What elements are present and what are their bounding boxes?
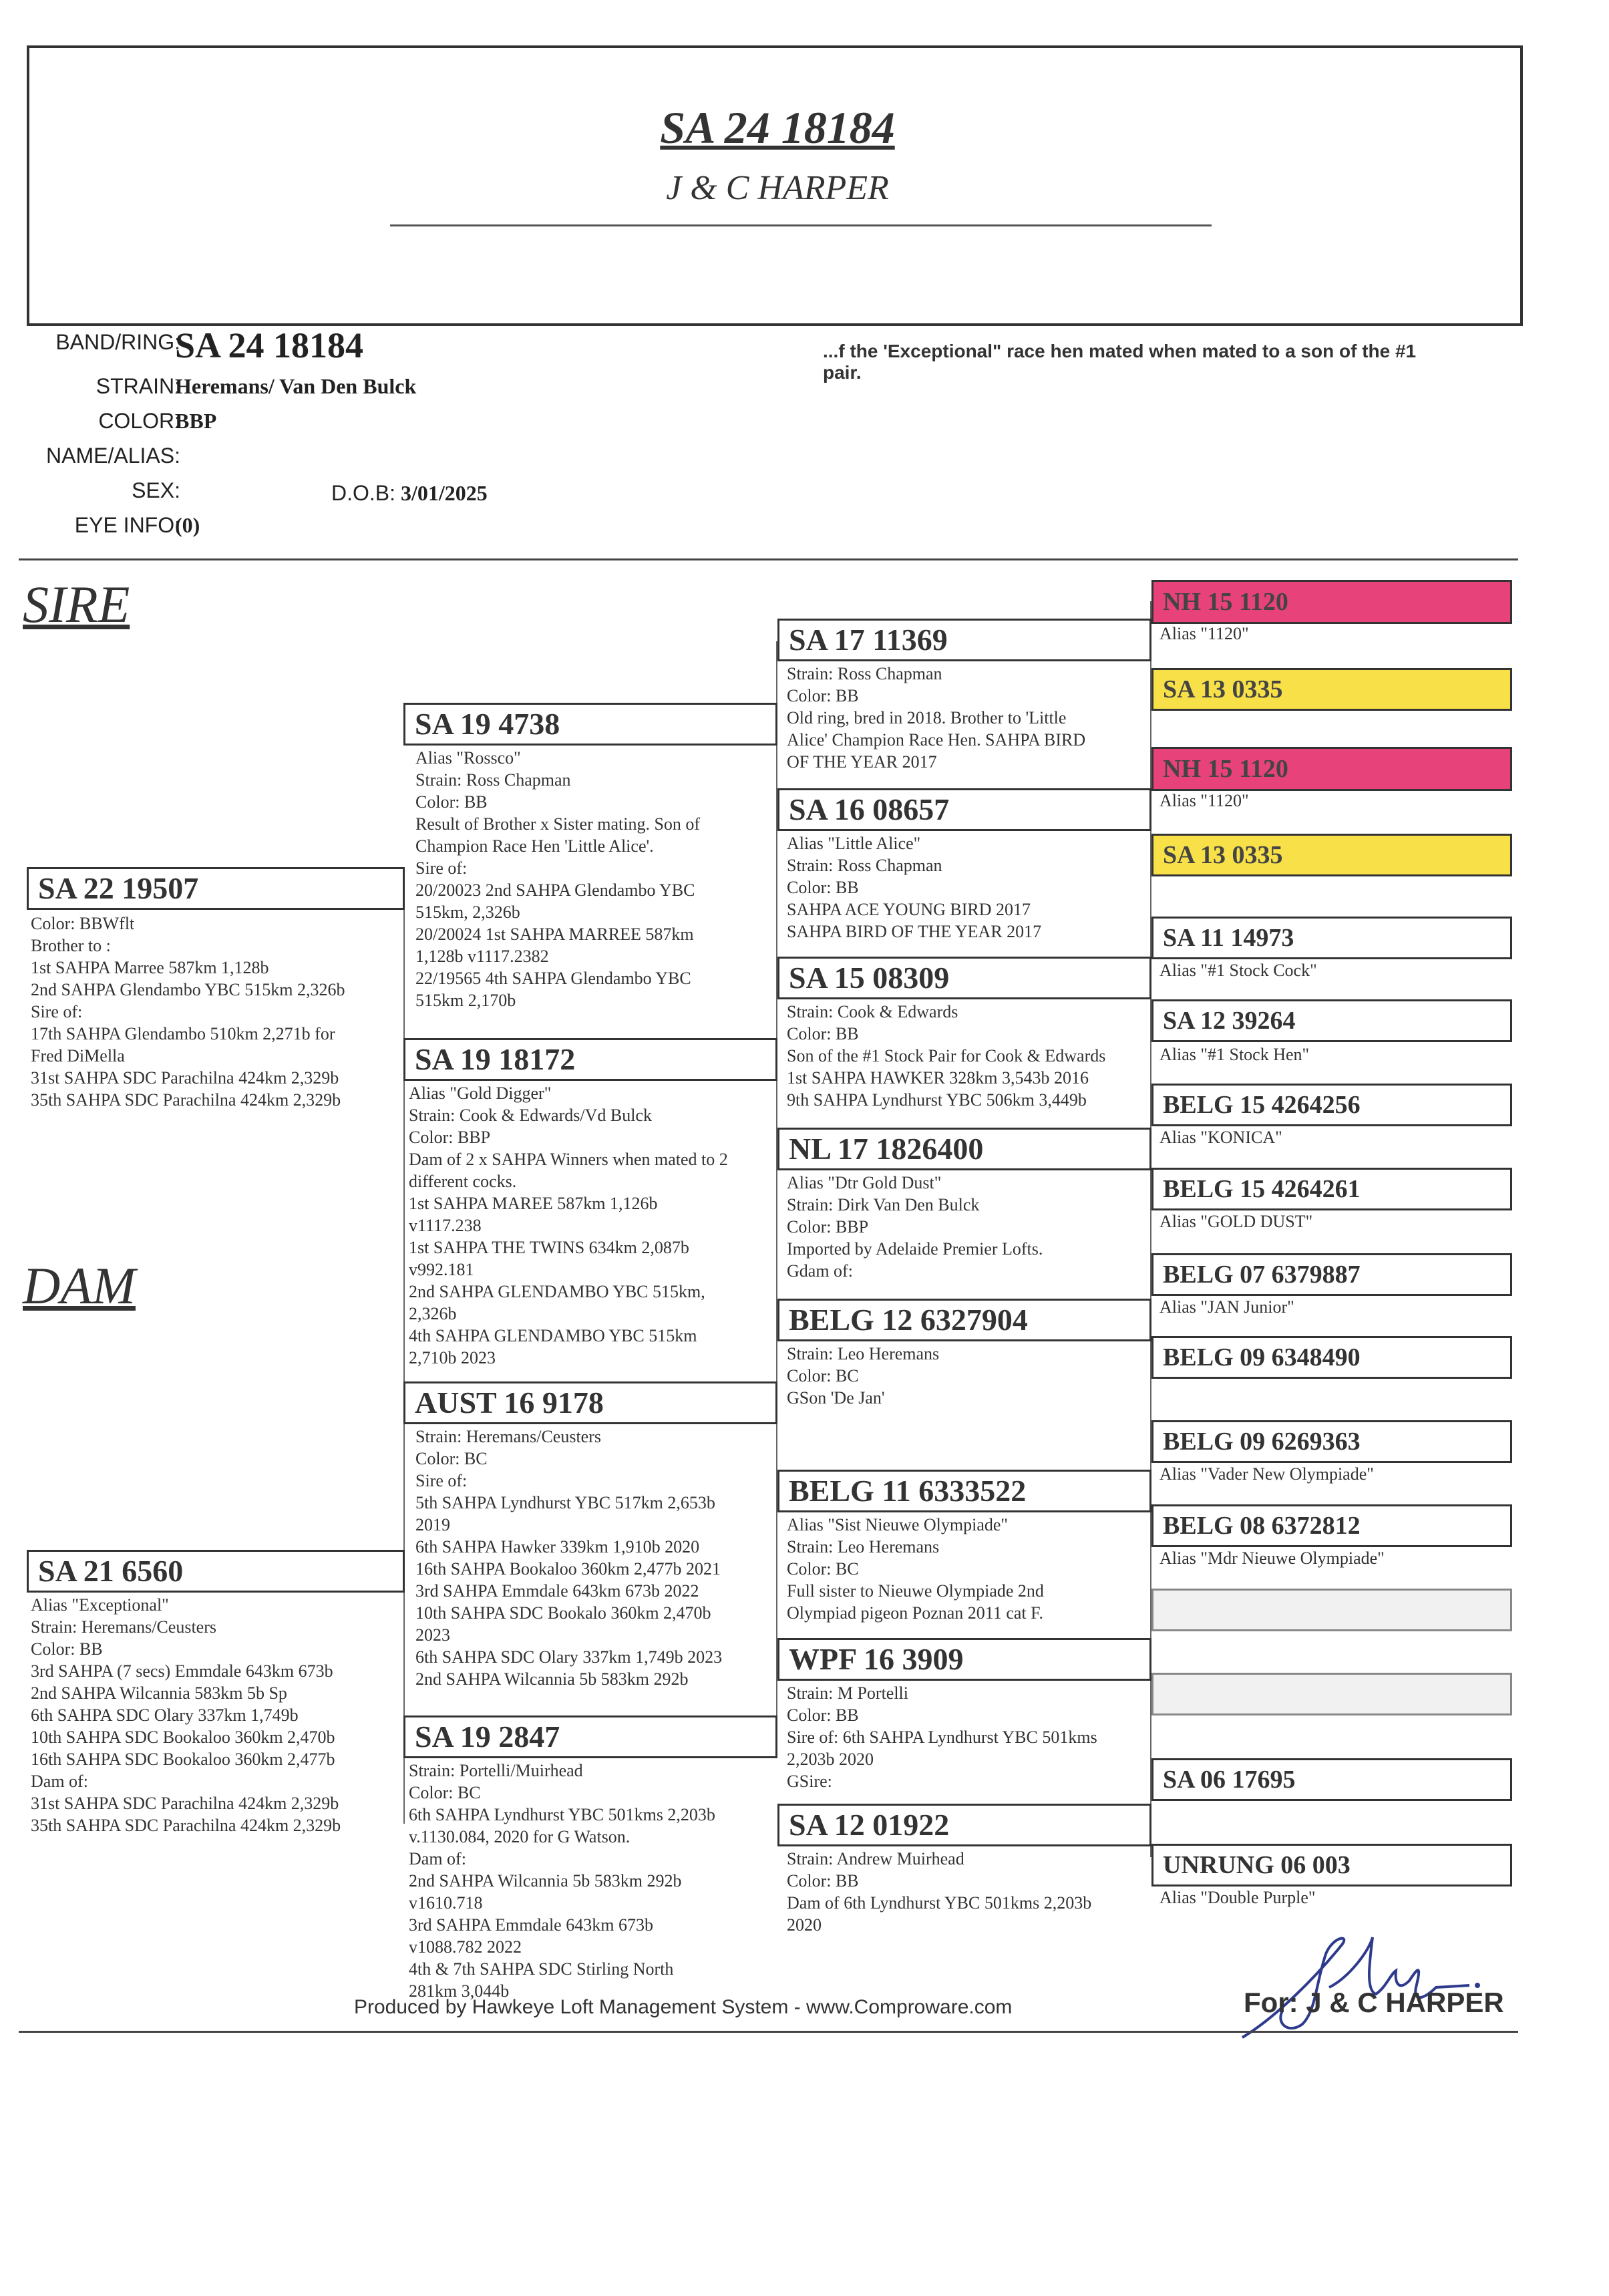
gen3-details-5 [787, 1343, 1150, 1409]
gen3-ring-number: SA 17 11369 [789, 623, 948, 657]
band-label: BAND/RING: [55, 330, 180, 354]
detail-line: 10th SAHPA SDC Bookaloo 360km 2,470b [31, 1728, 335, 1747]
detail-line: Color: BC [787, 1366, 859, 1385]
detail-line: Strain: Leo Heremans [787, 1537, 940, 1556]
gen4-box-8 [1151, 1168, 1512, 1210]
gen3-details-4 [787, 1172, 1150, 1282]
sex-label: SEX: [132, 478, 180, 502]
detail-line: Strain: Andrew Muirhead [787, 1849, 964, 1868]
detail-line: Color: BB [787, 1705, 859, 1725]
gen2-details-2 [409, 1082, 776, 1369]
detail-line: v992.181 [409, 1260, 474, 1279]
gen4-ring-number: SA 11 14973 [1163, 924, 1294, 952]
detail-line: 2,203b 2020 [787, 1750, 874, 1769]
gen4-box-12 [1151, 1504, 1512, 1547]
dam-ring-box [27, 1550, 405, 1593]
detail-line: Sire of: [415, 858, 468, 878]
detail-line: 35th SAHPA SDC Parachilna 424km 2,329b [31, 1816, 341, 1835]
sire-details [31, 913, 405, 1111]
detail-line: 1st SAHPA THE TWINS 634km 2,087b [409, 1238, 689, 1257]
detail-line: 2nd SAHPA Glendambo YBC 515km 2,326b [31, 980, 345, 999]
gen4-box-5 [1151, 917, 1512, 959]
info-separator [19, 558, 1518, 560]
gen4-box-13-empty [1151, 1589, 1512, 1631]
detail-line: Color: BBP [787, 1217, 869, 1237]
gen4-ring-number: BELG 15 4264261 [1163, 1175, 1361, 1203]
header-box [27, 45, 1523, 326]
detail-line: Color: BB [415, 792, 488, 812]
detail-line: Color: BC [787, 1559, 859, 1579]
gen4-ring-number: NH 15 1120 [1163, 755, 1288, 783]
gen3-box-3 [777, 957, 1151, 999]
detail-line: 2nd SAHPA Wilcannia 5b 583km 292b [409, 1871, 682, 1891]
gen4-ring-number: BELG 15 4264256 [1163, 1091, 1361, 1119]
gen4-alias: Alias "Vader New Olympiade" [1159, 1464, 1374, 1484]
detail-line: Alias "Little Alice" [787, 834, 921, 853]
dob-value: 3/01/2025 [401, 481, 488, 505]
gen3-box-8 [777, 1804, 1151, 1846]
detail-line: different cocks. [409, 1172, 517, 1191]
dob-label: D.O.B: [331, 481, 395, 505]
detail-line: Imported by Adelaide Premier Lofts. [787, 1239, 1043, 1259]
breeding-note-line2: pair. [823, 362, 862, 383]
detail-line: 4th & 7th SAHPA SDC Stirling North [409, 1959, 674, 1979]
detail-line: 1st SAHPA HAWKER 328km 3,543b 2016 [787, 1068, 1089, 1088]
produced-by-text: Produced by Hawkeye Loft Management System - www.Comproware.com [354, 1996, 1013, 2018]
header-divider [390, 224, 1212, 226]
detail-line: 10th SAHPA SDC Bookalo 360km 2,470b [415, 1603, 711, 1623]
detail-line: 1,128b v1117.2382 [415, 947, 549, 966]
detail-line: 4th SAHPA GLENDAMBO YBC 515km [409, 1326, 697, 1345]
detail-line: 16th SAHPA SDC Bookaloo 360km 2,477b [31, 1750, 335, 1769]
detail-line: 1st SAHPA MAREE 587km 1,126b [409, 1194, 658, 1213]
gen3-box-6 [777, 1470, 1151, 1512]
dam-details [31, 1594, 405, 1836]
detail-line: 17th SAHPA Glendambo 510km 2,271b for [31, 1024, 335, 1043]
gen3-details-8 [787, 1848, 1150, 1936]
detail-line: Gdam of: [787, 1261, 853, 1281]
detail-line: 5th SAHPA Lyndhurst YBC 517km 2,653b [415, 1493, 715, 1512]
detail-line: 2nd SAHPA GLENDAMBO YBC 515km, [409, 1282, 705, 1301]
detail-line: SAHPA BIRD OF THE YEAR 2017 [787, 922, 1042, 941]
detail-line: Champion Race Hen 'Little Alice'. [415, 836, 654, 856]
gen4-box-1 [1151, 580, 1512, 624]
detail-line: Alias "Rossco" [415, 748, 521, 768]
detail-line: Alias "Gold Digger" [409, 1084, 552, 1103]
detail-line: GSon 'De Jan' [787, 1388, 885, 1408]
gen2-ring-number: SA 19 18172 [415, 1042, 576, 1076]
gen4-ring-number: BELG 08 6372812 [1163, 1512, 1361, 1540]
detail-line: Dam of: [31, 1772, 88, 1791]
name-label: NAME/ALIAS: [46, 444, 180, 468]
gen4-box-11 [1151, 1420, 1512, 1463]
detail-line: Full sister to Nieuwe Olympiade 2nd [787, 1581, 1044, 1601]
gen4-ring-number: UNRUNG 06 003 [1163, 1851, 1351, 1879]
header-owner: J & C HARPER [666, 169, 889, 207]
detail-line: 3rd SAHPA Emmdale 643km 673b [409, 1915, 653, 1935]
detail-line: OF THE YEAR 2017 [787, 752, 937, 772]
detail-line: v.1130.084, 2020 for G Watson. [409, 1827, 631, 1846]
gen4-box-10 [1151, 1336, 1512, 1379]
gen3-ring-number: NL 17 1826400 [789, 1132, 984, 1166]
detail-line: Alice' Champion Race Hen. SAHPA BIRD [787, 730, 1086, 750]
gen2-box-1 [403, 703, 777, 746]
detail-line: Sire of: 6th SAHPA Lyndhurst YBC 501kms [787, 1728, 1097, 1747]
detail-line: 2023 [415, 1625, 450, 1645]
band-value: SA 24 18184 [175, 325, 364, 365]
gen3-ring-number: BELG 12 6327904 [789, 1303, 1028, 1337]
signature-image [1216, 1924, 1496, 2044]
gen3-ring-number: SA 16 08657 [789, 792, 950, 826]
detail-line: 515km, 2,326b [415, 903, 520, 922]
detail-line: Strain: Leo Heremans [787, 1344, 940, 1363]
detail-line: 31st SAHPA SDC Parachilna 424km 2,329b [31, 1794, 339, 1813]
detail-line: Color: BB [787, 1024, 859, 1043]
gen3-details-2 [787, 832, 1150, 943]
detail-line: Strain: Ross Chapman [787, 664, 942, 683]
gen4-alias: Alias "#1 Stock Hen" [1159, 1045, 1310, 1064]
strain-label: STRAIN: [96, 374, 180, 398]
dam-ring-number: SA 21 6560 [38, 1554, 184, 1588]
detail-line: 2nd SAHPA Wilcannia 583km 5b Sp [31, 1683, 287, 1703]
gen2-box-2 [403, 1038, 777, 1081]
color-value: BBP [175, 409, 217, 433]
gen4-box-14-empty [1151, 1673, 1512, 1715]
gen3-details-3 [787, 1001, 1150, 1111]
gen4-box-9 [1151, 1253, 1512, 1296]
detail-line: Strain: Cook & Edwards/Vd Bulck [409, 1106, 652, 1125]
detail-line: 20/20024 1st SAHPA MARREE 587km [415, 925, 694, 944]
detail-line: Color: BC [409, 1783, 481, 1802]
gen3-details-7 [787, 1682, 1150, 1792]
detail-line: Alias "Dtr Gold Dust" [787, 1173, 942, 1192]
gen4-box-6 [1151, 999, 1512, 1042]
breeding-note-line1: ...f the 'Exceptional" race hen mated when mated to a son of the #1 [823, 341, 1417, 361]
gen2-details-4 [409, 1760, 776, 2002]
gen3-box-5 [777, 1299, 1151, 1341]
detail-line: v1610.718 [409, 1893, 483, 1913]
gen4-ring-number: SA 12 39264 [1163, 1007, 1296, 1035]
header-ring-number: SA 24 18184 [660, 102, 895, 153]
detail-line: 6th SAHPA Lyndhurst YBC 501kms 2,203b [409, 1805, 715, 1824]
detail-line: Color: BB [31, 1639, 103, 1659]
sire-ring-number: SA 22 19507 [38, 871, 199, 905]
gen4-alias: Alias "KONICA" [1159, 1128, 1282, 1147]
detail-line: Color: BB [787, 878, 859, 897]
gen4-alias: Alias "1120" [1159, 624, 1249, 643]
gen4-ring-number: SA 13 0335 [1163, 675, 1283, 703]
gen4-ring-number: BELG 07 6379887 [1163, 1261, 1361, 1289]
gen3-ring-number: BELG 11 6333522 [789, 1474, 1027, 1508]
detail-line: 281km 3,044b [409, 1981, 510, 2001]
gen3-details-6 [787, 1514, 1150, 1624]
detail-line: Strain: Portelli/Muirhead [409, 1761, 583, 1780]
detail-line: Color: BB [787, 686, 859, 705]
detail-line: Son of the #1 Stock Pair for Cook & Edwards [787, 1046, 1106, 1065]
detail-line: 6th SAHPA SDC Olary 337km 1,749b 2023 [415, 1647, 723, 1667]
detail-line: Olympiad pigeon Poznan 2011 cat F. [787, 1603, 1044, 1623]
detail-line: Strain: M Portelli [787, 1683, 908, 1703]
detail-line: Strain: Heremans/Ceusters [415, 1427, 601, 1446]
gen3-box-1 [777, 619, 1151, 661]
detail-line: Color: BBP [409, 1128, 491, 1147]
detail-line: 2,326b [409, 1304, 457, 1323]
gen3-ring-number: SA 15 08309 [789, 961, 950, 995]
gen3-box-4 [777, 1128, 1151, 1170]
for-owner-text: For: J & C HARPER [1244, 1987, 1504, 2018]
detail-line: Strain: Ross Chapman [415, 770, 571, 790]
eye-label: EYE INFO: [74, 513, 180, 537]
gen3-ring-number: WPF 16 3909 [789, 1642, 964, 1676]
gen3-ring-number: SA 12 01922 [789, 1808, 950, 1842]
color-label: COLOR: [98, 409, 180, 433]
detail-line: 2019 [415, 1515, 450, 1534]
gen4-alias: Alias "#1 Stock Cock" [1159, 961, 1317, 980]
detail-line: 6th SAHPA Hawker 339km 1,910b 2020 [415, 1537, 700, 1556]
detail-line: 2,710b 2023 [409, 1348, 496, 1367]
detail-line: Old ring, bred in 2018. Brother to 'Little [787, 708, 1067, 727]
gen4-ring-number: SA 13 0335 [1163, 841, 1283, 869]
gen4-box-4 [1151, 834, 1512, 876]
detail-line: v1088.782 2022 [409, 1937, 522, 1957]
detail-line: Sire of: [31, 1002, 83, 1021]
detail-line: 2020 [787, 1915, 822, 1935]
detail-line: Result of Brother x Sister mating. Son of [415, 814, 701, 834]
detail-line: 35th SAHPA SDC Parachilna 424km 2,329b [31, 1090, 341, 1110]
gen4-alias: Alias "JAN Junior" [1159, 1297, 1294, 1317]
sire-ring-box [27, 867, 405, 910]
gen4-box-15 [1151, 1758, 1512, 1801]
detail-line: Brother to : [31, 936, 111, 955]
detail-line: Strain: Heremans/Ceusters [31, 1617, 216, 1637]
gen3-box-7 [777, 1638, 1151, 1681]
detail-line: 3rd SAHPA Emmdale 643km 673b 2022 [415, 1581, 699, 1601]
gen4-ring-number: SA 06 17695 [1163, 1766, 1296, 1794]
detail-line: 31st SAHPA SDC Parachilna 424km 2,329b [31, 1068, 339, 1088]
detail-line: 1st SAHPA Marree 587km 1,128b [31, 958, 269, 977]
detail-line: Dam of 6th Lyndhurst YBC 501kms 2,203b [787, 1893, 1092, 1913]
gen4-ring-number: BELG 09 6269363 [1163, 1428, 1361, 1456]
detail-line: Strain: Dirk Van Den Bulck [787, 1195, 980, 1214]
gen4-box-2 [1151, 668, 1512, 711]
gen2-box-4 [403, 1715, 777, 1758]
detail-line: 20/20023 2nd SAHPA Glendambo YBC [415, 880, 695, 900]
gen4-alias: Alias "Mdr Nieuwe Olympiade" [1159, 1548, 1385, 1568]
gen2-ring-number: SA 19 2847 [415, 1719, 560, 1754]
detail-line: SAHPA ACE YOUNG BIRD 2017 [787, 900, 1031, 919]
detail-line: 515km 2,170b [415, 991, 516, 1010]
gen4-ring-number: BELG 09 6348490 [1163, 1343, 1361, 1371]
detail-line: Alias "Sist Nieuwe Olympiade" [787, 1515, 1009, 1534]
detail-line: 9th SAHPA Lyndhurst YBC 506km 3,449b [787, 1090, 1087, 1110]
gen2-ring-number: SA 19 4738 [415, 707, 560, 741]
gen2-details-3 [415, 1426, 776, 1690]
dam-section-title: DAM [23, 1257, 136, 1315]
gen4-alias: Alias "Double Purple" [1159, 1888, 1316, 1907]
detail-line: GSire: [787, 1772, 832, 1791]
gen4-box-16 [1151, 1844, 1512, 1887]
detail-line: Color: BBWflt [31, 914, 135, 933]
detail-line: Dam of 2 x SAHPA Winners when mated to 2 [409, 1150, 728, 1169]
gen4-alias: Alias "GOLD DUST" [1159, 1212, 1313, 1231]
gen4-box-3 [1151, 747, 1512, 791]
detail-line: 6th SAHPA SDC Olary 337km 1,749b [31, 1705, 299, 1725]
gen3-box-2 [777, 788, 1151, 831]
detail-line: 2nd SAHPA Wilcannia 5b 583km 292b [415, 1669, 689, 1689]
detail-line: Strain: Cook & Edwards [787, 1002, 958, 1021]
gen4-box-7 [1151, 1084, 1512, 1126]
strain-value: Heremans/ Van Den Bulck [175, 374, 417, 398]
gen4-alias: Alias "1120" [1159, 791, 1249, 810]
gen2-ring-number: AUST 16 9178 [415, 1385, 604, 1420]
detail-line: 16th SAHPA Bookaloo 360km 2,477b 2021 [415, 1559, 721, 1579]
eye-value: (0) [175, 513, 200, 537]
detail-line: Sire of: [415, 1471, 468, 1490]
detail-line: Color: BB [787, 1871, 859, 1891]
detail-line: Color: BC [415, 1449, 488, 1468]
detail-line: Alias "Exceptional" [31, 1595, 169, 1615]
detail-line: Dam of: [409, 1849, 466, 1868]
footer-separator [19, 2031, 1518, 2033]
detail-line: Fred DiMella [31, 1046, 125, 1065]
gen3-details-1 [787, 663, 1150, 773]
detail-line: 3rd SAHPA (7 secs) Emmdale 643km 673b [31, 1661, 333, 1681]
gen2-box-3 [403, 1381, 777, 1424]
sire-section-title: SIRE [23, 575, 130, 633]
detail-line: Strain: Ross Chapman [787, 856, 942, 875]
gen2-details-1 [415, 747, 776, 1011]
detail-line: v1117.238 [409, 1216, 482, 1235]
detail-line: 22/19565 4th SAHPA Glendambo YBC [415, 969, 691, 988]
gen4-ring-number: NH 15 1120 [1163, 588, 1288, 616]
